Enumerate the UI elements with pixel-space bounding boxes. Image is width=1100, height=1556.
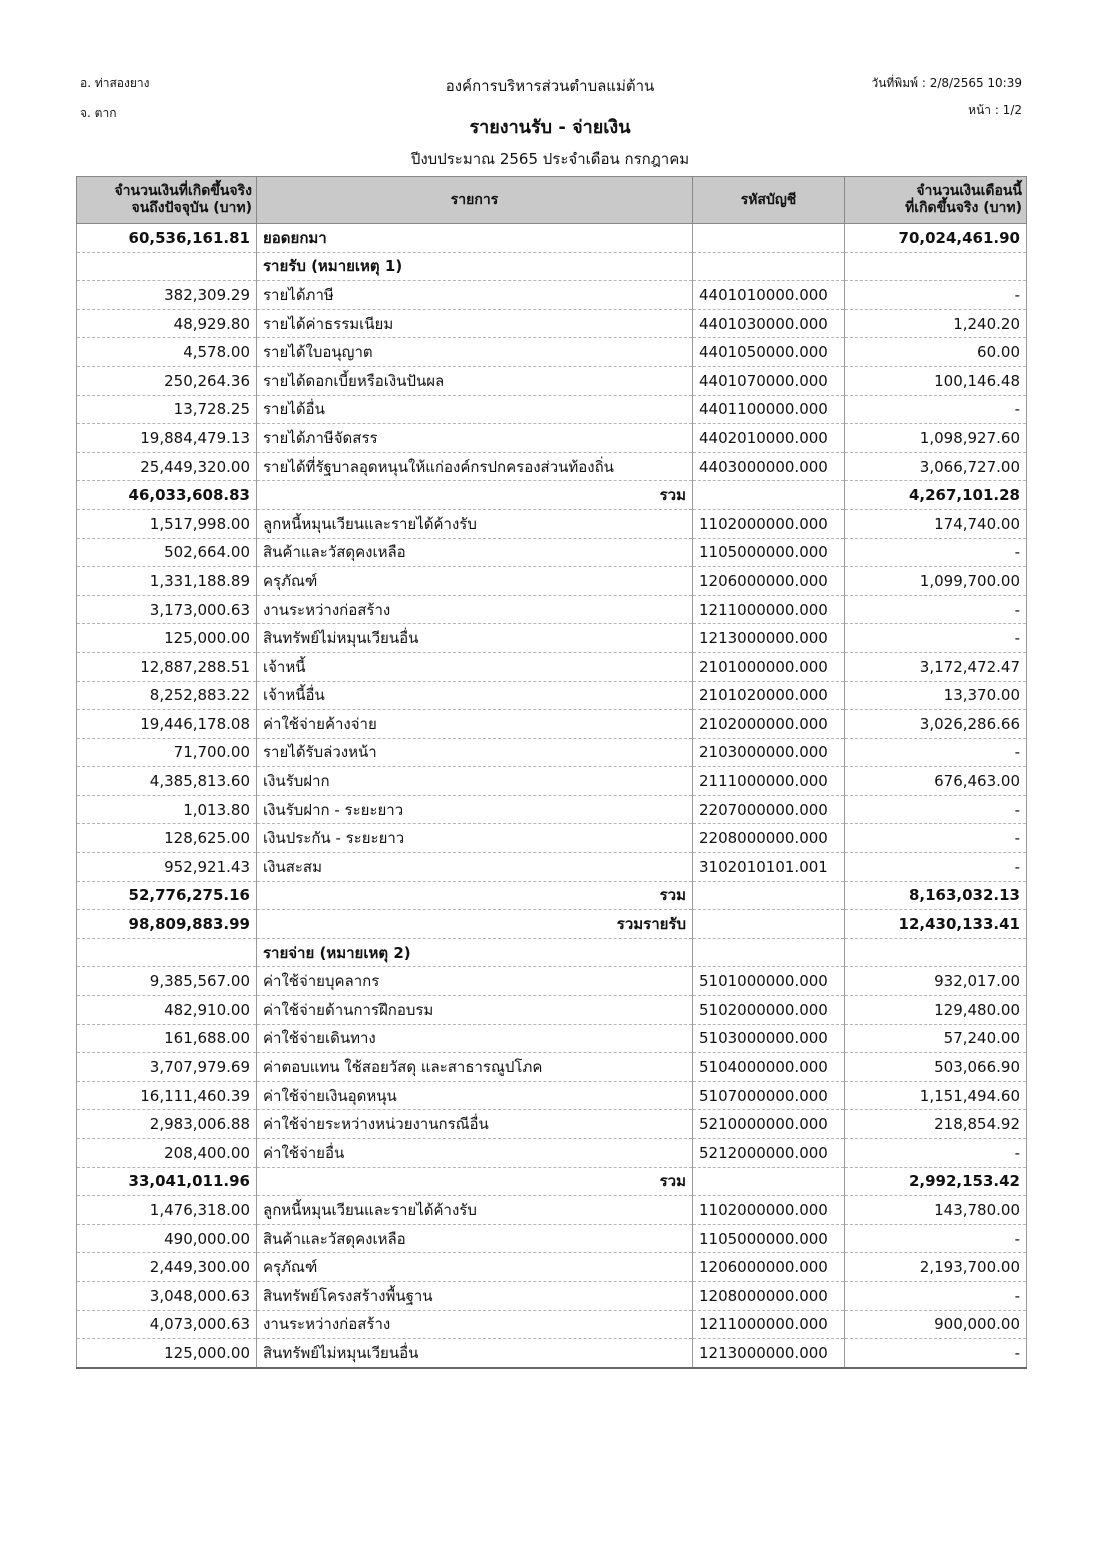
- table-row: [77, 795, 1027, 824]
- ytd-amount-cell: 25,449,320.00: [77, 452, 257, 481]
- table-row: [77, 366, 1027, 395]
- month-amount-cell: 2,193,700.00: [845, 1253, 1027, 1282]
- table-row: [77, 824, 1027, 853]
- month-amount-cell: -: [845, 853, 1027, 882]
- account-code-cell: 1102000000.000: [693, 1196, 845, 1225]
- month-amount-cell: 2,992,153.42: [845, 1167, 1027, 1196]
- month-amount-cell: 70,024,461.90: [845, 224, 1027, 253]
- table-row: [77, 624, 1027, 653]
- month-amount-cell: 12,430,133.41: [845, 910, 1027, 939]
- report-body: [77, 224, 1027, 1368]
- item-label-cell: สินค้าและวัสดุคงเหลือ: [257, 538, 693, 567]
- account-code-cell: 2101020000.000: [693, 681, 845, 710]
- account-code-cell: 4401010000.000: [693, 281, 845, 310]
- month-amount-cell: 503,066.90: [845, 1053, 1027, 1082]
- month-amount-cell: 174,740.00: [845, 509, 1027, 538]
- ytd-amount-cell: 60,536,161.81: [77, 224, 257, 253]
- ytd-amount-cell: 3,173,000.63: [77, 595, 257, 624]
- account-code-cell: [693, 881, 845, 910]
- account-code-cell: 4401070000.000: [693, 366, 845, 395]
- section-heading-cell: รายรับ (หมายเหตุ 1): [257, 252, 693, 281]
- account-code-cell: 5212000000.000: [693, 1139, 845, 1168]
- ytd-amount-cell: [77, 252, 257, 281]
- item-label-cell: รายได้ค่าธรรมเนียม: [257, 309, 693, 338]
- organization-name: องค์การบริหารส่วนตำบลแม่ต้าน: [445, 77, 655, 95]
- month-amount-cell: -: [845, 1281, 1027, 1310]
- item-label-cell: เงินรับฝาก - ระยะยาว: [257, 795, 693, 824]
- item-label-cell: ค่าใช้จ่ายระหว่างหน่วยงานกรณีอื่น: [257, 1110, 693, 1139]
- month-amount-cell: -: [845, 624, 1027, 653]
- table-row: [77, 710, 1027, 739]
- item-label-cell: รายได้รับล่วงหน้า: [257, 738, 693, 767]
- total-label-cell: รวม: [257, 481, 693, 510]
- month-amount-cell: 1,098,927.60: [845, 424, 1027, 453]
- ytd-amount-cell: 382,309.29: [77, 281, 257, 310]
- ytd-amount-cell: 128,625.00: [77, 824, 257, 853]
- item-label-cell: สินค้าและวัสดุคงเหลือ: [257, 1224, 693, 1253]
- month-amount-cell: 1,099,700.00: [845, 567, 1027, 596]
- account-code-cell: 1213000000.000: [693, 1339, 845, 1368]
- ytd-amount-cell: 16,111,460.39: [77, 1081, 257, 1110]
- table-row: [77, 1024, 1027, 1053]
- ytd-amount-cell: 4,385,813.60: [77, 767, 257, 796]
- account-code-cell: 3102010101.001: [693, 853, 845, 882]
- table-row: [77, 652, 1027, 681]
- ytd-amount-cell: 250,264.36: [77, 366, 257, 395]
- table-row: [77, 338, 1027, 367]
- month-amount-cell: 60.00: [845, 338, 1027, 367]
- account-code-cell: 4401100000.000: [693, 395, 845, 424]
- table-row: [77, 424, 1027, 453]
- ytd-amount-cell: 33,041,011.96: [77, 1167, 257, 1196]
- account-code-cell: 1211000000.000: [693, 1310, 845, 1339]
- account-code-cell: [693, 252, 845, 281]
- account-code-cell: 2103000000.000: [693, 738, 845, 767]
- account-code-cell: 1208000000.000: [693, 1281, 845, 1310]
- page-number: หน้า : 1/2: [968, 103, 1022, 117]
- report-table: [76, 176, 1027, 1369]
- month-amount-cell: -: [845, 395, 1027, 424]
- account-code-cell: [693, 481, 845, 510]
- item-label-cell: รายได้ใบอนุญาต: [257, 338, 693, 367]
- account-code-cell: 1105000000.000: [693, 538, 845, 567]
- account-code-cell: 5103000000.000: [693, 1024, 845, 1053]
- item-label-cell: รายได้ภาษี: [257, 281, 693, 310]
- month-amount-cell: -: [845, 1224, 1027, 1253]
- ytd-amount-cell: 4,578.00: [77, 338, 257, 367]
- account-code-cell: 1102000000.000: [693, 509, 845, 538]
- month-amount-cell: 3,026,286.66: [845, 710, 1027, 739]
- ytd-amount-cell: 1,476,318.00: [77, 1196, 257, 1225]
- col-month-header-line1: จำนวนเงินเดือนนี้: [916, 183, 1022, 199]
- table-row: [77, 1110, 1027, 1139]
- table-row: [77, 252, 1027, 281]
- table-row: [77, 1339, 1027, 1368]
- ytd-amount-cell: 98,809,883.99: [77, 910, 257, 939]
- month-amount-cell: -: [845, 1139, 1027, 1168]
- month-amount-cell: 100,146.48: [845, 366, 1027, 395]
- month-amount-cell: 932,017.00: [845, 967, 1027, 996]
- province-label: จ. ตาก: [80, 106, 117, 120]
- item-label-cell: ค่าใช้จ่ายอื่น: [257, 1139, 693, 1168]
- item-label-cell: สินทรัพย์โครงสร้างพื้นฐาน: [257, 1281, 693, 1310]
- ytd-amount-cell: 48,929.80: [77, 309, 257, 338]
- table-row: [77, 681, 1027, 710]
- item-label-cell: รายได้อื่น: [257, 395, 693, 424]
- ytd-amount-cell: 952,921.43: [77, 853, 257, 882]
- total-label-cell: รวม: [257, 881, 693, 910]
- account-code-cell: 1105000000.000: [693, 1224, 845, 1253]
- ytd-amount-cell: 4,073,000.63: [77, 1310, 257, 1339]
- month-amount-cell: 1,151,494.60: [845, 1081, 1027, 1110]
- account-code-cell: 5107000000.000: [693, 1081, 845, 1110]
- total-label-cell: รวม: [257, 1167, 693, 1196]
- table-row: [77, 309, 1027, 338]
- month-amount-cell: 1,240.20: [845, 309, 1027, 338]
- account-code-cell: [693, 938, 845, 967]
- ytd-amount-cell: 3,048,000.63: [77, 1281, 257, 1310]
- ytd-amount-cell: 71,700.00: [77, 738, 257, 767]
- account-code-cell: 4401050000.000: [693, 338, 845, 367]
- table-row: [77, 1139, 1027, 1168]
- item-label-cell: ค่าใช้จ่ายด้านการฝึกอบรม: [257, 996, 693, 1025]
- item-label-cell: รายได้ดอกเบี้ยหรือเงินปันผล: [257, 366, 693, 395]
- month-amount-cell: 143,780.00: [845, 1196, 1027, 1225]
- table-row: [77, 1224, 1027, 1253]
- ytd-amount-cell: 490,000.00: [77, 1224, 257, 1253]
- month-amount-cell: [845, 938, 1027, 967]
- account-code-cell: 4401030000.000: [693, 309, 845, 338]
- table-row: [77, 1081, 1027, 1110]
- table-row: [77, 938, 1027, 967]
- item-label-cell: ค่าตอบแทน ใช้สอยวัสดุ และสาธารณูปโภค: [257, 1053, 693, 1082]
- account-code-cell: 4402010000.000: [693, 424, 845, 453]
- item-label-cell: ค่าใช้จ่ายบุคลากร: [257, 967, 693, 996]
- item-label-cell: รายได้ที่รัฐบาลอุดหนุนให้แก่องค์กรปกครองส่วนท้องถิ่น: [257, 452, 693, 481]
- account-code-cell: 1211000000.000: [693, 595, 845, 624]
- month-amount-cell: 129,480.00: [845, 996, 1027, 1025]
- month-amount-cell: 3,066,727.00: [845, 452, 1027, 481]
- account-code-cell: 5104000000.000: [693, 1053, 845, 1082]
- table-row: [77, 910, 1027, 939]
- table-row: [77, 1310, 1027, 1339]
- account-code-cell: 5210000000.000: [693, 1110, 845, 1139]
- item-label-cell: ค่าใช้จ่ายค้างจ่าย: [257, 710, 693, 739]
- month-amount-cell: 900,000.00: [845, 1310, 1027, 1339]
- col-ytd-header: [77, 177, 257, 224]
- item-label-cell: สินทรัพย์ไม่หมุนเวียนอื่น: [257, 1339, 693, 1368]
- table-row: [77, 853, 1027, 882]
- report-title: รายงานรับ - จ่ายเงิน: [469, 117, 631, 138]
- item-label-cell: ค่าใช้จ่ายเงินอุดหนุน: [257, 1081, 693, 1110]
- month-amount-cell: -: [845, 1339, 1027, 1368]
- item-label-cell: เงินรับฝาก: [257, 767, 693, 796]
- table-row: [77, 395, 1027, 424]
- ytd-amount-cell: 125,000.00: [77, 624, 257, 653]
- item-label-cell: ลูกหนี้หมุนเวียนและรายได้ค้างรับ: [257, 509, 693, 538]
- ytd-amount-cell: 19,884,479.13: [77, 424, 257, 453]
- table-row: [77, 595, 1027, 624]
- item-label-cell: ครุภัณฑ์: [257, 567, 693, 596]
- ytd-amount-cell: 46,033,608.83: [77, 481, 257, 510]
- month-amount-cell: 218,854.92: [845, 1110, 1027, 1139]
- item-label-cell: ครุภัณฑ์: [257, 1253, 693, 1282]
- table-row: [77, 452, 1027, 481]
- month-amount-cell: 4,267,101.28: [845, 481, 1027, 510]
- account-code-cell: 1206000000.000: [693, 567, 845, 596]
- district-label: อ. ท่าสองยาง: [80, 76, 150, 90]
- ytd-amount-cell: 3,707,979.69: [77, 1053, 257, 1082]
- ytd-amount-cell: 19,446,178.08: [77, 710, 257, 739]
- item-label-cell: เจ้าหนี้อื่น: [257, 681, 693, 710]
- account-code-cell: [693, 1167, 845, 1196]
- month-amount-cell: -: [845, 281, 1027, 310]
- account-code-cell: 2208000000.000: [693, 824, 845, 853]
- table-row: [77, 1053, 1027, 1082]
- ytd-amount-cell: 13,728.25: [77, 395, 257, 424]
- ytd-amount-cell: 125,000.00: [77, 1339, 257, 1368]
- month-amount-cell: -: [845, 538, 1027, 567]
- ytd-amount-cell: 482,910.00: [77, 996, 257, 1025]
- month-amount-cell: -: [845, 595, 1027, 624]
- item-label-cell: เงินสะสม: [257, 853, 693, 882]
- month-amount-cell: 8,163,032.13: [845, 881, 1027, 910]
- table-row: [77, 538, 1027, 567]
- account-code-cell: 2111000000.000: [693, 767, 845, 796]
- table-row: [77, 567, 1027, 596]
- table-row: [77, 738, 1027, 767]
- table-row: [77, 224, 1027, 253]
- ytd-amount-cell: [77, 938, 257, 967]
- report-subtitle: ปีงบประมาณ 2565 ประจำเดือน กรกฎาคม: [410, 150, 690, 168]
- col-ytd-header-line2: จนถึงปัจจุบัน (บาท): [131, 200, 252, 216]
- col-ytd-header-line1: จำนวนเงินที่เกิดขึ้นจริง: [114, 183, 252, 199]
- table-row: [77, 1253, 1027, 1282]
- month-amount-cell: 3,172,472.47: [845, 652, 1027, 681]
- item-label-cell: ลูกหนี้หมุนเวียนและรายได้ค้างรับ: [257, 1196, 693, 1225]
- month-amount-cell: -: [845, 824, 1027, 853]
- account-code-cell: [693, 224, 845, 253]
- ytd-amount-cell: 502,664.00: [77, 538, 257, 567]
- ytd-amount-cell: 9,385,567.00: [77, 967, 257, 996]
- col-month-header: [845, 177, 1027, 224]
- month-amount-cell: -: [845, 795, 1027, 824]
- table-row: [77, 1196, 1027, 1225]
- table-row: [77, 996, 1027, 1025]
- account-code-cell: 1206000000.000: [693, 1253, 845, 1282]
- ytd-amount-cell: 52,776,275.16: [77, 881, 257, 910]
- table-row: [77, 1167, 1027, 1196]
- item-label-cell: ยอดยกมา: [257, 224, 693, 253]
- col-item-header: รายการ: [257, 177, 693, 224]
- table-row: [77, 881, 1027, 910]
- item-label-cell: รายได้ภาษีจัดสรร: [257, 424, 693, 453]
- table-row: [77, 481, 1027, 510]
- item-label-cell: งานระหว่างก่อสร้าง: [257, 1310, 693, 1339]
- month-amount-cell: -: [845, 738, 1027, 767]
- month-amount-cell: [845, 252, 1027, 281]
- account-code-cell: 2207000000.000: [693, 795, 845, 824]
- ytd-amount-cell: 8,252,883.22: [77, 681, 257, 710]
- section-heading-cell: รายจ่าย (หมายเหตุ 2): [257, 938, 693, 967]
- item-label-cell: เงินประกัน - ระยะยาว: [257, 824, 693, 853]
- ytd-amount-cell: 2,449,300.00: [77, 1253, 257, 1282]
- account-code-cell: 2102000000.000: [693, 710, 845, 739]
- table-row: [77, 1281, 1027, 1310]
- col-code-header: รหัสบัญชี: [693, 177, 845, 224]
- ytd-amount-cell: 208,400.00: [77, 1139, 257, 1168]
- item-label-cell: งานระหว่างก่อสร้าง: [257, 595, 693, 624]
- ytd-amount-cell: 2,983,006.88: [77, 1110, 257, 1139]
- print-date: วันที่พิมพ์ : 2/8/2565 10:39: [871, 76, 1022, 90]
- ytd-amount-cell: 1,331,188.89: [77, 567, 257, 596]
- ytd-amount-cell: 12,887,288.51: [77, 652, 257, 681]
- account-code-cell: 5101000000.000: [693, 967, 845, 996]
- item-label-cell: สินทรัพย์ไม่หมุนเวียนอื่น: [257, 624, 693, 653]
- account-code-cell: 5102000000.000: [693, 996, 845, 1025]
- table-row: [77, 281, 1027, 310]
- table-row: [77, 967, 1027, 996]
- account-code-cell: [693, 910, 845, 939]
- table-header-row: [77, 177, 1027, 224]
- total-label-cell: รวมรายรับ: [257, 910, 693, 939]
- item-label-cell: ค่าใช้จ่ายเดินทาง: [257, 1024, 693, 1053]
- ytd-amount-cell: 161,688.00: [77, 1024, 257, 1053]
- account-code-cell: 1213000000.000: [693, 624, 845, 653]
- table-row: [77, 509, 1027, 538]
- account-code-cell: 4403000000.000: [693, 452, 845, 481]
- ytd-amount-cell: 1,013.80: [77, 795, 257, 824]
- account-code-cell: 2101000000.000: [693, 652, 845, 681]
- month-amount-cell: 57,240.00: [845, 1024, 1027, 1053]
- ytd-amount-cell: 1,517,998.00: [77, 509, 257, 538]
- col-month-header-line2: ที่เกิดขึ้นจริง (บาท): [905, 200, 1022, 216]
- month-amount-cell: 13,370.00: [845, 681, 1027, 710]
- table-row: [77, 767, 1027, 796]
- month-amount-cell: 676,463.00: [845, 767, 1027, 796]
- item-label-cell: เจ้าหนี้: [257, 652, 693, 681]
